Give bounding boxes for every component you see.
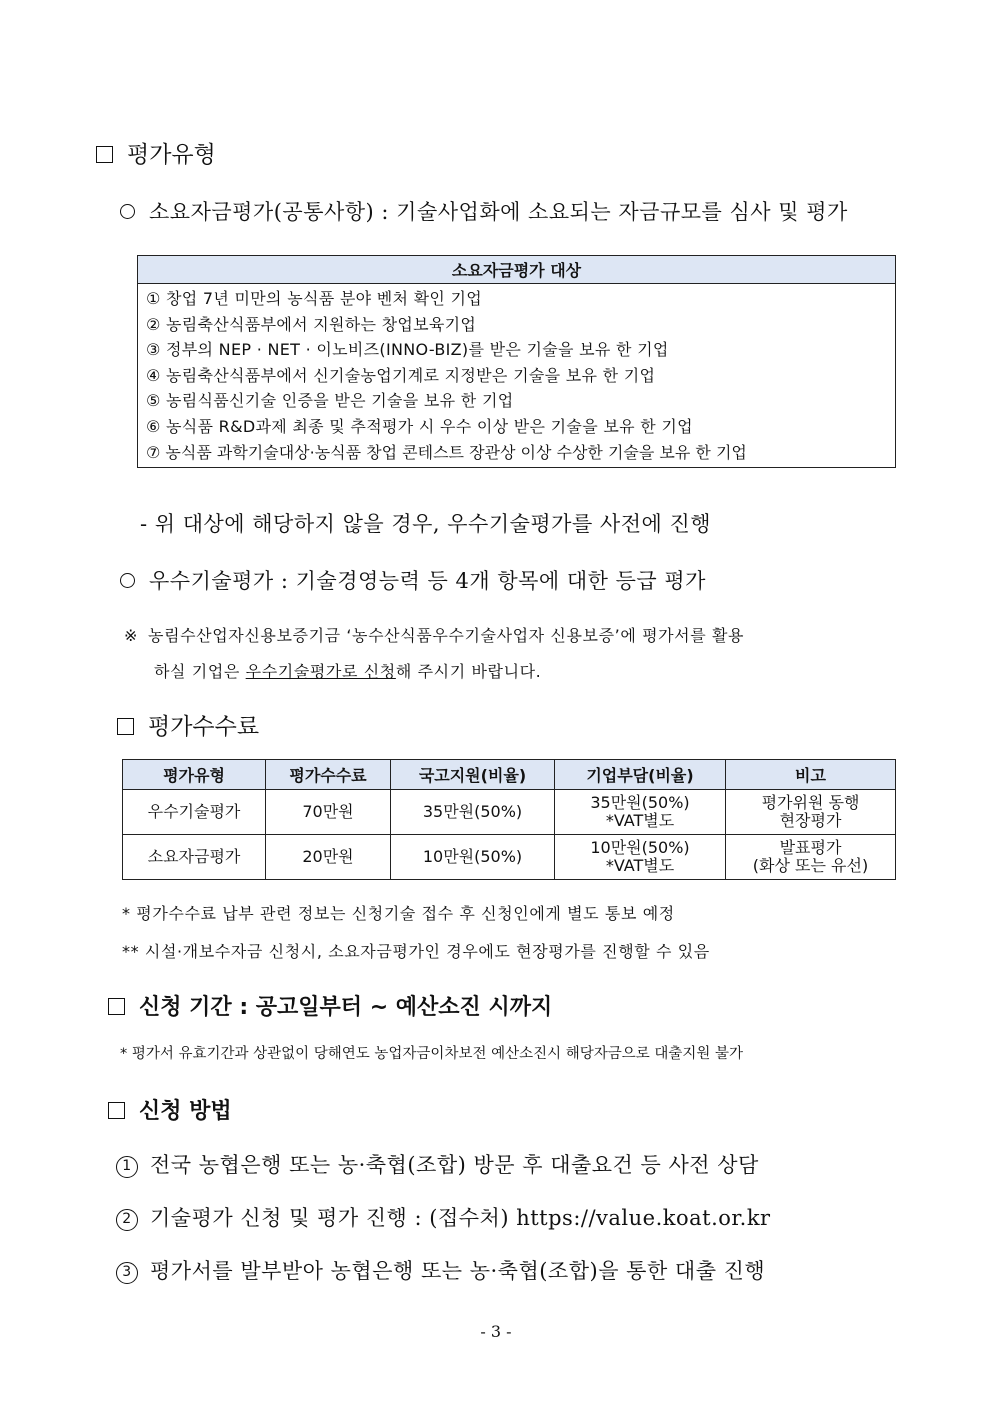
- list-item: ④ 농림축산식품부에서 신기술농업기계로 지정받은 기술을 보유 한 기업: [146, 365, 656, 385]
- checkbox-icon: [108, 1102, 125, 1119]
- cell-gov: 10만원(50%): [391, 835, 555, 880]
- step-number-icon: 1: [116, 1156, 138, 1178]
- column-header: 기업부담(비율): [555, 760, 726, 790]
- list-item: ③ 정부의 NEP · NET · 이노비즈(INNO-BIZ)를 받은 기술을 보유 한 기업: [146, 340, 669, 360]
- column-header: 비고: [726, 760, 896, 790]
- reference-mark: ※: [124, 626, 139, 645]
- cell-corp: [555, 835, 726, 880]
- table-row: [123, 835, 896, 880]
- cell-note: [726, 835, 896, 880]
- underlined-text: 우수기술평가로 신청: [245, 662, 396, 681]
- step-number-icon: 2: [116, 1209, 138, 1231]
- heading-text: 신청 방법: [139, 1099, 232, 1124]
- method-step-1: [116, 1149, 759, 1179]
- method-heading: [108, 1094, 232, 1125]
- cell-type: 우수기술평가: [123, 790, 266, 835]
- circle-bullet-icon: [120, 573, 135, 588]
- heading-text: 신청 기간 : 공고일부터 ~ 예산소진 시까지: [139, 995, 553, 1020]
- page-number: - 3 -: [480, 1322, 512, 1341]
- list-item: ① 창업 7년 미만의 농식품 분야 벤처 확인 기업: [146, 289, 483, 308]
- fee-table: [122, 759, 896, 880]
- target-table: [137, 255, 896, 468]
- cell-fee: 70만원: [266, 790, 391, 835]
- fee-footnote-1: * 평가수수료 납부 관련 정보는 신청기술 접수 후 신청인에게 별도 통보 예정: [122, 904, 675, 923]
- method-step-3: [116, 1255, 765, 1285]
- heading-text: 평가유형: [127, 142, 216, 168]
- cell-type: 소요자금평가: [123, 835, 266, 880]
- step-text: 전국 농협은행 또는 농·축협(조합) 방문 후 대출요건 등 사전 상담: [150, 1153, 759, 1177]
- fee-heading: [117, 708, 259, 741]
- cell-note: [726, 790, 896, 835]
- cell-line: *VAT별도: [605, 811, 675, 830]
- reference-text: 농림수산업자신용보증기금 ‘농수산식품우수기술사업자 신용보증’에 평가서를 활용: [148, 626, 745, 645]
- cell-line: 평가위원 동행: [761, 793, 860, 812]
- reference-text: 해 주시기 바랍니다.: [395, 662, 542, 681]
- step-text: 기술평가 신청 및 평가 진행 : (접수처) https://value.koat.or.kr: [150, 1206, 771, 1230]
- step-text: 평가서를 발부받아 농협은행 또는 농·축협(조합)을 통한 대출 진행: [150, 1259, 766, 1283]
- fee-footnote-2: ** 시설·개보수자금 신청시, 소요자금평가인 경우에도 현장평가를 진행할 수 있음: [122, 942, 710, 961]
- bullet-text: 우수기술평가 : 기술경영능력 등 4개 항목에 대한 등급 평가: [149, 569, 706, 593]
- column-header: 평가수수료: [266, 760, 391, 790]
- cell-line: 발표평가: [779, 838, 842, 857]
- target-table-body: [138, 284, 896, 468]
- bullet-resource-eval: [120, 196, 848, 226]
- step-number-icon: 3: [116, 1262, 138, 1284]
- method-step-2: [116, 1202, 771, 1232]
- column-header: 평가유형: [123, 760, 266, 790]
- checkbox-icon: [117, 718, 134, 735]
- eval-type-heading: [96, 136, 216, 169]
- reference-note-line2: [154, 659, 541, 682]
- cell-line: 35만원(50%): [590, 793, 690, 812]
- list-item: ② 농림축산식품부에서 지원하는 창업보육기업: [146, 314, 477, 334]
- cell-line: (화상 또는 유선): [752, 856, 869, 875]
- table-row: [123, 790, 896, 835]
- heading-text: 평가수수료: [148, 714, 260, 740]
- checkbox-icon: [96, 146, 113, 163]
- cell-line: 현장평가: [779, 811, 842, 830]
- checkbox-icon: [108, 998, 125, 1015]
- cell-line: *VAT별도: [605, 856, 675, 875]
- reference-note-line1: [124, 623, 744, 646]
- list-item: ⑤ 농림식품신기술 인증을 받은 기술을 보유 한 기업: [146, 391, 514, 411]
- period-heading: [108, 990, 552, 1021]
- target-table-header: 소요자금평가 대상: [138, 256, 896, 284]
- bullet-excellent-eval: [120, 565, 706, 595]
- dash-note: - 위 대상에 해당하지 않을 경우, 우수기술평가를 사전에 진행: [140, 512, 712, 536]
- cell-line: 10만원(50%): [590, 838, 690, 857]
- column-header: 국고지원(비율): [391, 760, 555, 790]
- list-item: ⑥ 농식품 R&D과제 최종 및 추적평가 시 우수 이상 받은 기술을 보유 한 기업: [146, 416, 693, 436]
- cell-gov: 35만원(50%): [391, 790, 555, 835]
- cell-corp: [555, 790, 726, 835]
- cell-fee: 20만원: [266, 835, 391, 880]
- circle-bullet-icon: [120, 204, 135, 219]
- list-item: ⑦ 농식품 과학기술대상·농식품 창업 콘테스트 장관상 이상 수상한 기술을 보유 한 기업: [146, 442, 747, 462]
- bullet-text: 소요자금평가(공통사항) : 기술사업화에 소요되는 자금규모를 심사 및 평가: [149, 200, 848, 224]
- reference-text: 하실 기업은: [154, 662, 246, 681]
- period-note: * 평가서 유효기간과 상관없이 당해연도 농업자금이차보전 예산소진시 해당자금으로 대출지원 불가: [120, 1046, 744, 1062]
